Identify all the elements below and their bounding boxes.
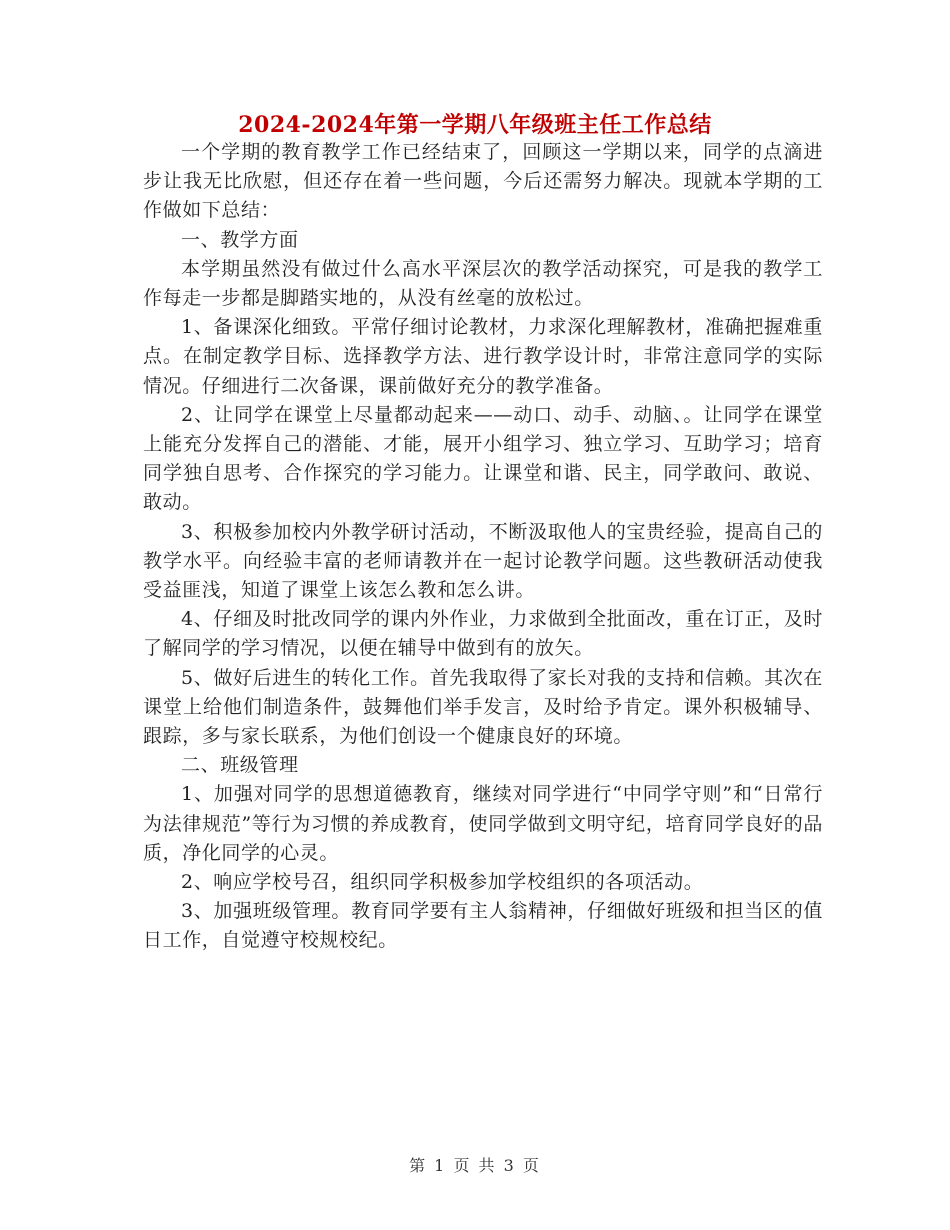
intro-paragraph: 一个学期的教育教学工作已经结束了，回顾这一学期以来，同学的点滴进步让我无比欣慰，但还存在着一些问题，今后还需努力解决。现就本学期的工作做如下总结： — [143, 141, 823, 222]
teaching-item-3: 3、积极参加校内外教学研讨活动，不断汲取他人的宝贵经验，提高自己的教学水平。向经验丰富的老师请教并在一起讨论教学问题。这些教研活动使我受益匪浅，知道了课堂上该怎么教和怎么讲。 — [143, 520, 823, 602]
document-body — [143, 138, 823, 956]
document-title: 2024-2024年第一学期八年级班主任工作总结 — [238, 112, 712, 138]
teaching-item-1: 1、备课深化细致。平常仔细讨论教材，力求深化理解教材，准确把握难重点。在制定教学目标、选择教学方法、进行教学设计时，非常注意同学的实际情况。仔细进行二次备课，课前做好充分的教学准备。 — [143, 316, 823, 397]
teaching-item-5: 5、做好后进生的转化工作。首先我取得了家长对我的支持和信赖。其次在课堂上给他们制造条件，鼓舞他们举手发言，及时给予肯定。课外积极辅导、跟踪，多与家长联系，为他们创设一个健康良好的环境。 — [143, 666, 823, 748]
page-number-footer: 第 1 页 共 3 页 — [409, 1156, 541, 1175]
section-heading-teaching: 一、教学方面 — [181, 228, 299, 251]
management-item-1: 1、加强对同学的思想道德教育，继续对同学进行“中同学守则”和“日常行为法律规范”等行为习惯的养成教育，使同学做到文明守纪，培育同学良好的品质，净化同学的心灵。 — [143, 783, 823, 864]
management-item-2: 2、响应学校号召，组织同学积极参加学校组织的各项活动。 — [181, 871, 704, 894]
management-item-3: 3、加强班级管理。教育同学要有主人翁精神，仔细做好班级和担当区的值日工作，自觉遵守校规校纪。 — [143, 900, 823, 952]
teaching-item-4: 4、仔细及时批改同学的课内外作业，力求做到全批面改，重在订正，及时了解同学的学习情况，以便在辅导中做到有的放矢。 — [143, 608, 823, 660]
section-heading-class-management: 二、班级管理 — [181, 754, 299, 777]
teaching-overview-paragraph: 本学期虽然没有做过什么高水平深层次的教学活动探究，可是我的教学工作每走一步都是脚踏实地的，从没有丝毫的放松过。 — [143, 257, 823, 310]
teaching-item-2: 2、让同学在课堂上尽量都动起来——动口、动手、动脑、。让同学在课堂上能充分发挥自己的潜能、才能，展开小组学习、独立学习、互助学习；培育同学独自思考、合作探究的学习能力。让课堂和谐、民主，同学敢问、敢说、敢动。 — [143, 403, 823, 514]
